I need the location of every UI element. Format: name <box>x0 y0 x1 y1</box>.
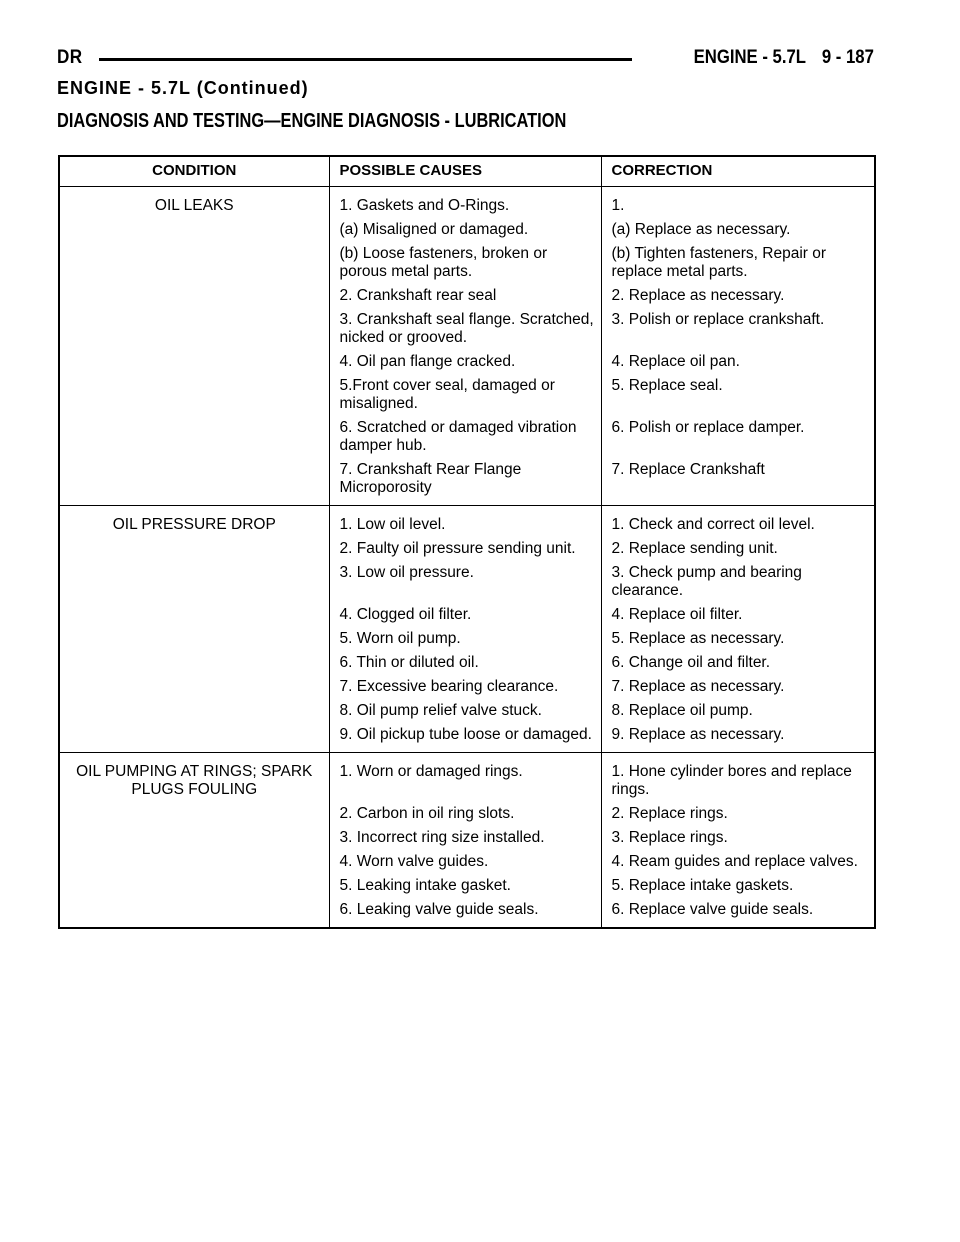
header-possible-causes: POSSIBLE CAUSES <box>329 156 601 187</box>
table-row <box>59 753 875 803</box>
cause-cell: 7. Excessive bearing clearance. <box>329 675 601 699</box>
cause-cell: 7. Crankshaft Rear Flange Microporosity <box>329 458 601 506</box>
header-condition: CONDITION <box>59 156 329 187</box>
cause-cell: 5.Front cover seal, damaged or misaligned. <box>329 374 601 416</box>
cause-cell: (b) Loose fasteners, broken or porous metal parts. <box>329 242 601 284</box>
cause-cell: 2. Crankshaft rear seal <box>329 284 601 308</box>
header-right <box>694 47 874 69</box>
cause-cell: 3. Incorrect ring size installed. <box>329 826 601 850</box>
condition-cell: OIL LEAKS <box>59 187 329 506</box>
correction-cell: 1. Hone cylinder bores and replace rings. <box>601 753 875 803</box>
cause-cell: 1. Worn or damaged rings. <box>329 753 601 803</box>
cause-cell: 2. Carbon in oil ring slots. <box>329 802 601 826</box>
manual-code: DR <box>57 47 83 68</box>
condition-cell: OIL PRESSURE DROP <box>59 506 329 753</box>
table-header-row <box>59 156 875 187</box>
correction-cell: 5. Replace intake gaskets. <box>601 874 875 898</box>
cause-cell: 1. Low oil level. <box>329 506 601 538</box>
correction-cell: 7. Replace Crankshaft <box>601 458 875 506</box>
correction-cell: 6. Change oil and filter. <box>601 651 875 675</box>
correction-cell: 7. Replace as necessary. <box>601 675 875 699</box>
correction-cell: 2. Replace rings. <box>601 802 875 826</box>
diagnosis-table <box>58 155 876 929</box>
page-header <box>57 42 874 74</box>
cause-cell: 3. Crankshaft seal flange. Scratched, nicked or grooved. <box>329 308 601 350</box>
cause-cell: 4. Oil pan flange cracked. <box>329 350 601 374</box>
header-rule <box>99 58 632 61</box>
correction-cell: 9. Replace as necessary. <box>601 723 875 753</box>
correction-cell: 3. Replace rings. <box>601 826 875 850</box>
table-row <box>59 506 875 538</box>
condition-cell: OIL PUMPING AT RINGS; SPARK PLUGS FOULING <box>76 763 313 798</box>
correction-cell: 1. <box>601 187 875 219</box>
correction-cell: (a) Replace as necessary. <box>601 218 875 242</box>
correction-cell: 4. Replace oil filter. <box>601 603 875 627</box>
cause-cell: 6. Thin or diluted oil. <box>329 651 601 675</box>
correction-cell: 5. Replace seal. <box>601 374 875 416</box>
cause-cell: 4. Clogged oil filter. <box>329 603 601 627</box>
correction-cell: 2. Replace as necessary. <box>601 284 875 308</box>
correction-cell: (b) Tighten fasteners, Repair or replace metal parts. <box>601 242 875 284</box>
cause-cell: 9. Oil pickup tube loose or damaged. <box>329 723 601 753</box>
page-number: 9 - 187 <box>821 47 874 68</box>
cause-cell: (a) Misaligned or damaged. <box>329 218 601 242</box>
cause-cell: 2. Faulty oil pressure sending unit. <box>329 537 601 561</box>
cause-cell: 6. Leaking valve guide seals. <box>329 898 601 928</box>
diagnosis-table-wrapper <box>58 155 874 929</box>
correction-cell: 6. Replace valve guide seals. <box>601 898 875 928</box>
header-correction: CORRECTION <box>601 156 875 187</box>
cause-cell: 4. Worn valve guides. <box>329 850 601 874</box>
cause-cell: 8. Oil pump relief valve stuck. <box>329 699 601 723</box>
correction-cell: 4. Replace oil pan. <box>601 350 875 374</box>
correction-cell: 6. Polish or replace damper. <box>601 416 875 458</box>
correction-cell: 3. Polish or replace crankshaft. <box>601 308 875 350</box>
cause-cell: 5. Leaking intake gasket. <box>329 874 601 898</box>
table-body <box>59 187 875 929</box>
correction-cell: 8. Replace oil pump. <box>601 699 875 723</box>
cause-cell: 1. Gaskets and O-Rings. <box>329 187 601 219</box>
header-section: ENGINE - 5.7L <box>693 47 807 68</box>
cause-cell: 3. Low oil pressure. <box>329 561 601 603</box>
correction-cell: 3. Check pump and bearing clearance. <box>601 561 875 603</box>
section-title: DIAGNOSIS AND TESTING—ENGINE DIAGNOSIS - LUBRICATION <box>57 110 567 132</box>
table-row <box>59 187 875 219</box>
continued-title: ENGINE - 5.7L (Continued) <box>57 78 309 98</box>
cause-cell: 6. Scratched or damaged vibration damper hub. <box>329 416 601 458</box>
correction-cell: 5. Replace as necessary. <box>601 627 875 651</box>
correction-cell: 4. Ream guides and replace valves. <box>601 850 875 874</box>
correction-cell: 2. Replace sending unit. <box>601 537 875 561</box>
correction-cell: 1. Check and correct oil level. <box>601 506 875 538</box>
cause-cell: 5. Worn oil pump. <box>329 627 601 651</box>
